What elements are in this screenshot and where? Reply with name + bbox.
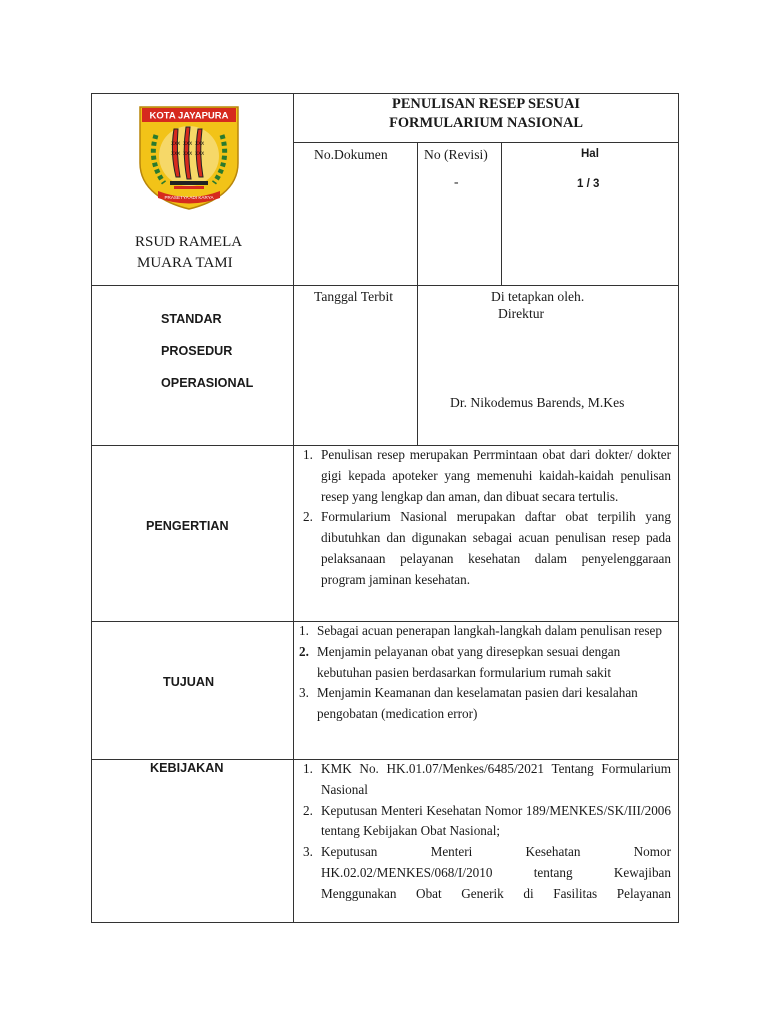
director-title: Direktur: [498, 306, 545, 321]
svg-text:XXX: XXX: [171, 142, 181, 147]
revision-cell: [418, 143, 502, 286]
svg-text:XXX: XXX: [195, 142, 205, 147]
doc-number-cell: [294, 143, 418, 286]
sop-document: [91, 93, 679, 923]
logo-motto-text: PRASETYA ADI KARYA: [164, 195, 214, 200]
revision-label: No (Revisi): [424, 147, 488, 162]
tujuan-label: TUJUAN: [163, 675, 215, 689]
logo-title-text: KOTA JAYAPURA: [149, 110, 229, 122]
list-item: 1. Sebagai acuan penerapan langkah-langkah dalam penulisan resep: [299, 623, 662, 638]
sop-line-standar: STANDAR: [161, 312, 222, 326]
svg-text:XXX: XXX: [171, 152, 181, 157]
sop-label-cell: [91, 286, 294, 446]
document-title: PENULISAN RESEP SESUAI FORMULARIUM NASIONAL: [389, 96, 583, 131]
page-label: Hal: [581, 148, 599, 160]
svg-text:XXX: XXX: [195, 152, 205, 157]
kebijakan-list: [294, 759, 671, 905]
logo-cell: [91, 93, 294, 286]
svg-text:XXX: XXX: [183, 142, 193, 147]
kebijakan-content-cell: [294, 760, 679, 923]
list-item: 2. Menjamin pelayanan obat yang diresepkan sesuai dengan kebutuhan pasien berdasarkan formularium rumah sakit: [299, 643, 621, 680]
sop-line-operasional: OPERASIONAL: [161, 376, 254, 390]
hospital-name-line1: RSUD RAMELA: [135, 234, 243, 250]
sop-line-prosedur: PROSEDUR: [161, 344, 233, 358]
list-item: 2. Formularium Nasional merupakan daftar obat terpilih yang dibutuhkan dan digunakan sebagai acuan penulisan resep pada pelaksanaan pelayanan kesehatan dalam penyelenggaraan program jaminan kesehatan.: [303, 509, 671, 587]
revision-value: -: [454, 174, 459, 189]
page-value: 1 / 3: [577, 178, 600, 190]
page-cell: [502, 143, 679, 286]
list-item: 1. Penulisan resep merupakan Perrmintaan obat dari dokter/ dokter gigi kepada apoteker yang memenuhi kaidah-kaidah penulisan resep yang lengkap dan aman, dan dibuat secara tertulis.: [303, 447, 671, 504]
kota-jayapura-emblem: [134, 103, 244, 213]
pengertian-list: [294, 445, 671, 591]
list-item: 2. Keputusan Menteri Kesehatan Nomor 189/MENKES/SK/III/2006 tentang Kebijakan Obat Nasional;: [303, 802, 671, 839]
pengertian-label: PENGERTIAN: [146, 519, 229, 533]
pengertian-label-cell: [91, 446, 294, 622]
hospital-name: [135, 232, 242, 274]
tujuan-label-cell: [91, 622, 294, 760]
set-by-label: Di tetapkan oleh.: [491, 289, 585, 304]
issue-date-label: Tanggal Terbit: [314, 289, 394, 304]
director-name: Dr. Nikodemus Barends, M.Kes: [450, 395, 625, 410]
list-item: 1. KMK No. HK.01.07/Menkes/6485/2021 Tentang Formularium Nasional: [303, 761, 671, 797]
hospital-name-line2: MUARA TAMI: [137, 255, 233, 271]
kebijakan-label: KEBIJAKAN: [150, 761, 224, 775]
document-title-cell: [294, 93, 679, 143]
svg-text:XXX: XXX: [183, 152, 193, 157]
tujuan-list: [290, 621, 670, 725]
doc-number-label: No.Dokumen: [314, 147, 388, 162]
pengertian-content-cell: [294, 446, 679, 622]
kebijakan-label-cell: [91, 760, 294, 923]
list-item: 3. Keputusan Menteri Kesehatan Nomor HK.02.02/MENKES/068/I/2010 tentang Kewajiban Menggunakan Obat Generik di Fasilitas Pelayanan: [303, 844, 671, 901]
tujuan-content-cell: [294, 622, 679, 760]
list-item: 3. Menjamin Keamanan dan keselamatan pasien dari kesalahan pengobatan (medication error): [299, 685, 638, 722]
issue-date-cell: [294, 286, 418, 446]
approval-cell: [418, 286, 679, 446]
